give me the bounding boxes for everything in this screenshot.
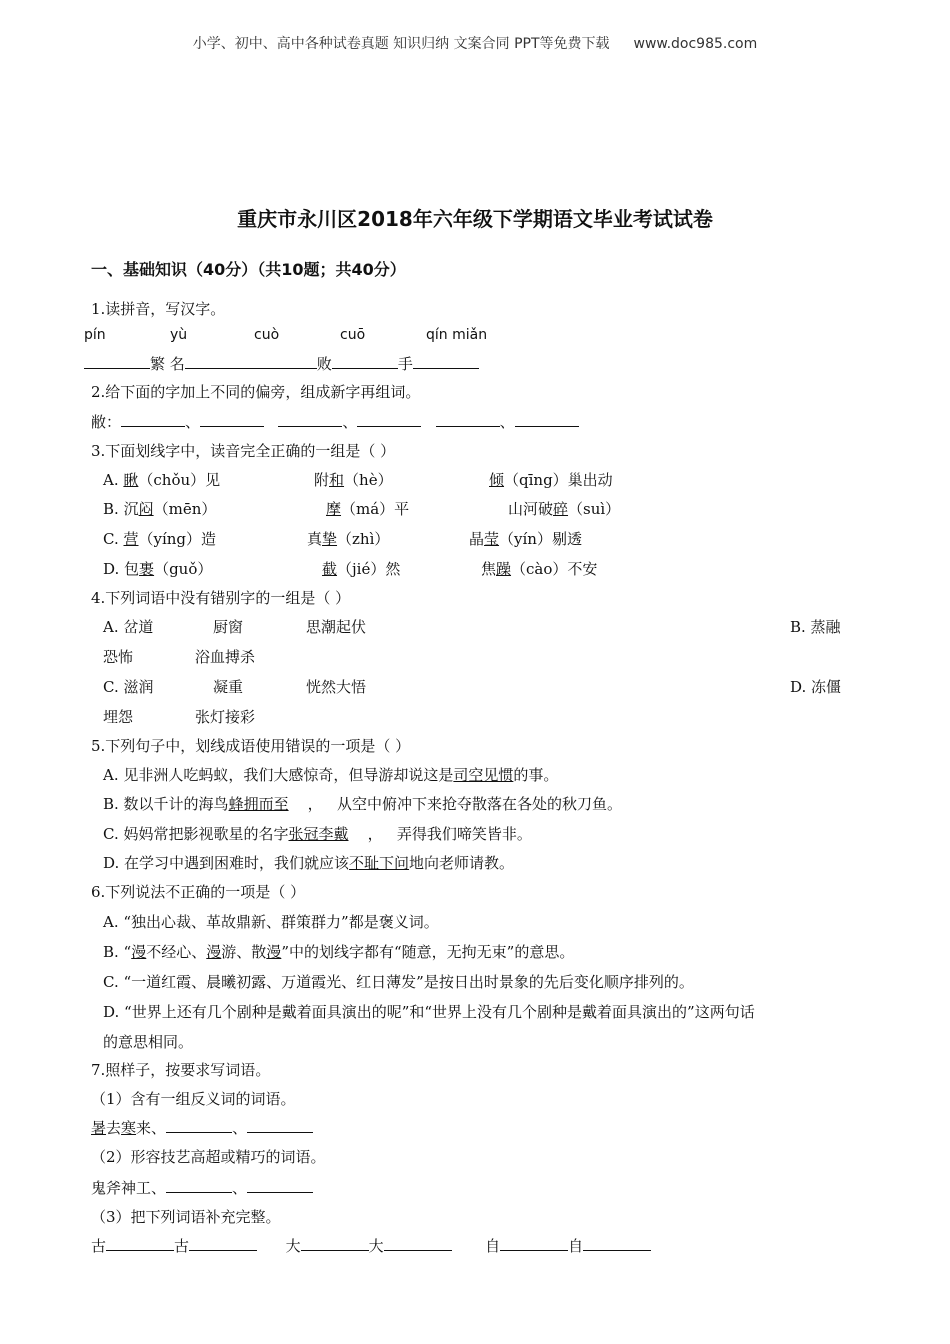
- q1-blank-5[interactable]: [413, 354, 479, 369]
- opt-text: B. “: [103, 943, 132, 961]
- q7-blank[interactable]: [247, 1178, 313, 1193]
- q3-a-word3: [489, 469, 613, 490]
- underlined-char: 闷: [138, 500, 154, 518]
- opt-text: ， 弄得我们啼笑皆非。: [348, 825, 532, 843]
- q2-sep: 、: [342, 413, 358, 431]
- opt-text: ， 从空中俯冲下来抢夺散落在各处的秋刀鱼。: [288, 795, 622, 813]
- q7-sub2: （2）形容技艺高超或精巧的词语。: [91, 1148, 326, 1166]
- q1-char-3: 败: [316, 355, 332, 373]
- q1-char-1: 繁: [150, 355, 166, 373]
- opt-label: D.: [103, 560, 125, 578]
- underlined-char: 莹: [484, 530, 500, 548]
- q6-option-a[interactable]: A. “独出心裁、革故鼎新、群策群力”都是褒义词。: [103, 913, 439, 931]
- q7-sep: 、: [232, 1179, 248, 1197]
- opt-text: （jié）然: [337, 560, 401, 578]
- q4-option-d[interactable]: D. 冻僵: [790, 678, 842, 696]
- q4-option-b[interactable]: B. 蒸融: [790, 618, 841, 636]
- q1-pinyin-3: cuò: [254, 327, 280, 343]
- opt-label: B.: [103, 500, 124, 518]
- opt-text: 沉: [123, 500, 139, 518]
- q2-char: 敝：: [91, 413, 122, 431]
- q4-b-word3: 浴血搏杀: [195, 648, 256, 666]
- opt-text: （zhì）: [337, 530, 390, 548]
- example-text: 鬼斧神工、: [91, 1179, 167, 1197]
- q6-option-c[interactable]: C. “一道红霞、晨曦初露、万道霞光、红日薄发”是按日出时景象的先后变化顺序排列的。: [103, 973, 694, 991]
- underlined-char: 倾: [489, 471, 505, 489]
- opt-text: （yín）剔透: [499, 530, 582, 548]
- q2-blank-2[interactable]: [200, 412, 264, 427]
- underlined-char: 摩: [326, 500, 342, 518]
- opt-text: 包: [124, 560, 140, 578]
- q2-blank-4[interactable]: [357, 412, 421, 427]
- q1-blank-2[interactable]: [185, 354, 251, 369]
- opt-text: 附: [314, 471, 330, 489]
- header-site[interactable]: www.doc985.com: [633, 36, 758, 52]
- q1-pinyin-1: pín: [84, 327, 106, 343]
- q3-c-word2: [307, 528, 389, 549]
- q1-pinyin-4: cuō: [340, 327, 366, 343]
- underlined-char: 挚: [322, 530, 338, 548]
- q4-a-word2: 厨窗: [213, 618, 244, 636]
- opt-text: 不经心、: [146, 943, 207, 961]
- opt-text: （chǒu）见: [138, 471, 221, 489]
- opt-text: 的事。: [513, 766, 559, 784]
- q3-stem: 3.下面划线字中，读音完全正确的一组是（ ）: [91, 442, 396, 460]
- fill-char: 古: [174, 1237, 190, 1255]
- q1-pinyin-2: yù: [170, 327, 188, 343]
- underlined-char: 和: [329, 471, 345, 489]
- opt-text: D. 在学习中遇到困难时，我们就应该: [103, 854, 350, 872]
- q7-blank[interactable]: [189, 1236, 257, 1251]
- q4-stem: 4.下列词语中没有错别字的一组是（ ）: [91, 589, 351, 607]
- q5-option-d[interactable]: [103, 852, 514, 873]
- q6-option-d[interactable]: D. “世界上还有几个剧种是戴着面具演出的呢”和“世界上没有几个剧种是戴着面具演出的”这两句话: [103, 1003, 755, 1021]
- opt-label: A.: [103, 471, 124, 489]
- opt-text: （yíng）造: [138, 530, 217, 548]
- example-text: 去: [106, 1119, 122, 1137]
- opt-text: （suì）: [568, 500, 621, 518]
- underlined-char: 寒: [121, 1119, 137, 1137]
- q3-option-c[interactable]: [103, 528, 216, 549]
- opt-text: 地向老师请教。: [409, 854, 515, 872]
- opt-text: A. 见非洲人吃蚂蚁，我们大感惊奇，但导游却说这是: [103, 766, 454, 784]
- q7-stem: 7.照样子，按要求写词语。: [91, 1061, 271, 1079]
- q4-option-c[interactable]: C. 滋润: [103, 678, 154, 696]
- fill-char: 大: [368, 1237, 384, 1255]
- opt-text: 真: [307, 530, 323, 548]
- q3-b-word2: [326, 498, 409, 519]
- q4-option-a[interactable]: A. 岔道: [103, 618, 154, 636]
- q3-b-word3: [508, 498, 620, 519]
- underlined-char: 漫: [131, 943, 147, 961]
- q2-sep: 、: [185, 413, 201, 431]
- fill-char: 古: [91, 1237, 107, 1255]
- q4-c-word3: 恍然大悟: [306, 678, 367, 696]
- q7-sub2-answer: [91, 1177, 313, 1198]
- q4-c-word2: 凝重: [213, 678, 244, 696]
- q2-sep: 、: [499, 413, 515, 431]
- q1-stem: 1.读拼音，写汉字。: [91, 300, 226, 318]
- page-title: 重庆市永川区2018年六年级下学期语文毕业考试试卷: [237, 207, 713, 231]
- page-header: [0, 33, 950, 53]
- q1-answer-line: [84, 353, 479, 374]
- q3-d-word2: [322, 558, 400, 579]
- q1-char-2: 名: [169, 355, 185, 373]
- q2-blank-1[interactable]: [121, 412, 185, 427]
- opt-text: B. 数以千计的海鸟: [103, 795, 229, 813]
- q5-option-b[interactable]: [103, 793, 622, 814]
- q7-blank[interactable]: [384, 1236, 452, 1251]
- q1-blank-3[interactable]: [251, 354, 317, 369]
- underlined-char: 漫: [266, 943, 282, 961]
- q5-stem: 5.下列句子中，划线成语使用错误的一项是（ ）: [91, 737, 411, 755]
- underlined-char: 截: [322, 560, 338, 578]
- q3-c-word3: [469, 528, 582, 549]
- q7-sub1: （1）含有一组反义词的词语。: [91, 1090, 296, 1108]
- opt-text: 晶: [469, 530, 485, 548]
- q7-blank[interactable]: [583, 1236, 651, 1251]
- q4-d-word2: 埋怨: [103, 708, 134, 726]
- opt-text: （mēn）: [153, 500, 217, 518]
- opt-text: C. 妈妈常把影视歌星的名字: [103, 825, 289, 843]
- underlined-char: 暑: [91, 1119, 107, 1137]
- q7-blank[interactable]: [166, 1178, 232, 1193]
- q5-option-c[interactable]: [103, 823, 532, 844]
- underlined-char: 躁: [496, 560, 512, 578]
- underlined-idiom: 张冠李戴: [288, 825, 349, 843]
- underlined-char: 裹: [139, 560, 155, 578]
- q6-option-d-cont: 的意思相同。: [103, 1033, 194, 1051]
- q7-sub3: （3）把下列词语补充完整。: [91, 1208, 281, 1226]
- underlined-char: 碎: [553, 500, 569, 518]
- q7-blank[interactable]: [166, 1118, 232, 1133]
- q4-a-word3: 思潮起伏: [306, 618, 367, 636]
- opt-text: 山河破: [508, 500, 554, 518]
- opt-text: 焦: [481, 560, 497, 578]
- q2-stem: 2.给下面的字加上不同的偏旁，组成新字再组词。: [91, 383, 421, 401]
- q2-blank-6[interactable]: [515, 412, 579, 427]
- q1-char-4: 手: [397, 355, 413, 373]
- fill-char: 自: [485, 1237, 501, 1255]
- q1-blank-1[interactable]: [84, 354, 150, 369]
- q3-option-b[interactable]: [103, 498, 216, 519]
- q4-d-word3: 张灯接彩: [195, 708, 256, 726]
- fill-char: 自: [568, 1237, 584, 1255]
- opt-text: 游、散: [221, 943, 267, 961]
- q1-blank-4[interactable]: [332, 354, 398, 369]
- fill-char: 大: [285, 1237, 301, 1255]
- underlined-char: 营: [123, 530, 139, 548]
- underlined-idiom: 司空见惯: [453, 766, 514, 784]
- q7-sub1-answer: [91, 1117, 313, 1138]
- opt-text: （qīng）巢出动: [504, 471, 613, 489]
- q2-answer-line: [91, 411, 579, 432]
- underlined-idiom: 蜂拥而至: [228, 795, 289, 813]
- q2-blank-5[interactable]: [436, 412, 500, 427]
- q4-b-word2: 恐怖: [103, 648, 134, 666]
- q3-d-word3: [481, 558, 597, 579]
- q7-blank[interactable]: [247, 1118, 313, 1133]
- q2-blank-3[interactable]: [278, 412, 342, 427]
- opt-text: （má）平: [341, 500, 410, 518]
- opt-text: （cào）不安: [511, 560, 598, 578]
- header-text: 小学、初中、高中各种试卷真题 知识归纳 文案合同 PPT等免费下载: [192, 36, 610, 52]
- q3-option-a[interactable]: [103, 469, 220, 490]
- underlined-idiom: 不耻下问: [349, 854, 410, 872]
- q7-sub3-answer: [91, 1235, 651, 1256]
- q7-blank[interactable]: [106, 1236, 174, 1251]
- q7-blank[interactable]: [301, 1236, 369, 1251]
- opt-text: （hè）: [344, 471, 393, 489]
- q7-sep: 、: [232, 1119, 248, 1137]
- underlined-char: 瞅: [123, 471, 139, 489]
- q7-blank[interactable]: [500, 1236, 568, 1251]
- q5-option-a[interactable]: [103, 764, 558, 785]
- section-heading: 一、基础知识（40分）（共10题；共40分）: [91, 260, 406, 279]
- q6-option-b[interactable]: [103, 941, 574, 962]
- q1-pinyin-5: qín miǎn: [426, 327, 488, 343]
- opt-text: （guǒ）: [154, 560, 213, 578]
- underlined-char: 漫: [206, 943, 222, 961]
- example-text: 来、: [136, 1119, 167, 1137]
- q3-a-word2: [314, 469, 393, 490]
- q3-option-d[interactable]: [103, 558, 212, 579]
- opt-label: C.: [103, 530, 124, 548]
- q6-stem: 6.下列说法不正确的一项是（ ）: [91, 883, 306, 901]
- opt-text: ”中的划线字都有“随意，无拘无束”的意思。: [281, 943, 575, 961]
